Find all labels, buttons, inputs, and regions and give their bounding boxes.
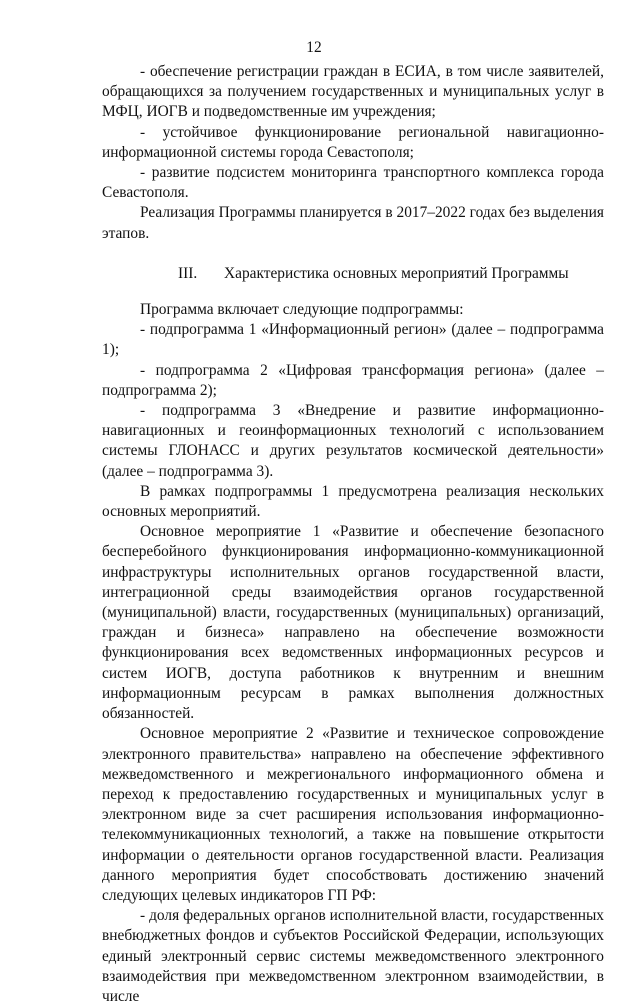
paragraph: - подпрограмма 3 «Внедрение и развитие информационно-навигационных и геоинформационных технологий с использованием системы ГЛОНАСС и других результатов космической деятельности» (далее – подпрограмма 3). (102, 402, 604, 480)
paragraph: - обеспечение регистрации граждан в ЕСИА, в том числе заявителей, обращающихся за получением государственных и муниципальных услуг в МФЦ, ИОГВ и подведомственные им учреждения; (102, 63, 604, 121)
document-body (102, 62, 604, 1007)
section-paragraphs (102, 300, 604, 1007)
paragraph: Основное мероприятие 2 «Развитие и техническое сопровождение электронного правительства» направлено на обеспечение эффективного межведомственного и межрегионального информационного обмена и переход к предоставлению государственных и муниципальных услуг в электронном виде за счет расширения использования информационно-телекоммуникационных технологий, а также на повышение открытости информации о деятельности органов государственной власти. Реализация данного мероприятия будет способствовать достижению значений следующих целевых индикаторов ГП РФ: (102, 725, 604, 904)
section-heading (102, 264, 604, 284)
paragraph: - подпрограмма 1 «Информационный регион» (далее – подпрограмма 1); (102, 321, 604, 359)
paragraph: - доля федеральных органов исполнительной власти, государственных внебюджетных фондов и субъектов Российской Федерации, использующих единый электронный сервис системы межведомственного электронного взаимодействия при межведомственном электронном взаимодействии, в числе (102, 907, 604, 1005)
paragraph: В рамках подпрограммы 1 предусмотрена реализация нескольких основных мероприятий. (102, 482, 604, 521)
page-number: 12 (306, 39, 322, 56)
paragraph: Реализация Программы планируется в 2017–2022 годах без выделения этапов. (102, 204, 604, 242)
intro-paragraphs (102, 62, 604, 244)
section-number: III. (178, 264, 198, 282)
paragraph: - развитие подсистем мониторинга транспортного комплекса города Севастополя. (102, 164, 604, 202)
paragraph: - подпрограмма 2 «Цифровая трансформация региона» (далее – подпрограмма 2); (102, 361, 604, 399)
section-title: Характеристика основных мероприятий Программы (224, 264, 569, 282)
paragraph: Программа включает следующие подпрограммы: (140, 301, 464, 319)
paragraph: - устойчивое функционирование региональной навигационно-информационной системы города Севастополя; (102, 123, 604, 161)
paragraph: Основное мероприятие 1 «Развитие и обеспечение безопасного бесперебойного функционирования информационно-коммуникационной инфраструктуры исполнительных органов государственной власти, интеграционной среды взаимодействия органов государственной (муниципальной) власти, государственных (муниципальных) организаций, граждан и бизнеса» направлено на обеспечение возможности функционирования всех ведомственных информационных ресурсов и систем ИОГВ, доступа работников к внутренним и внешним информационным ресурсам в рамках выполнения должностных обязанностей. (102, 523, 604, 723)
